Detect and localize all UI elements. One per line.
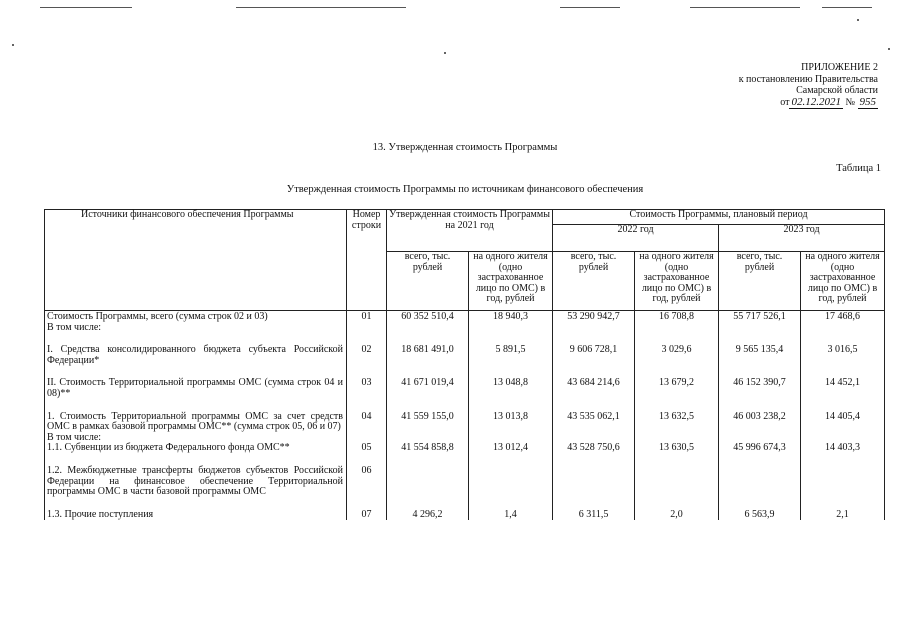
scan-edge-line <box>236 7 406 8</box>
spacer-row <box>45 498 885 510</box>
scan-speck <box>857 19 859 21</box>
row-number: 03 <box>347 378 387 399</box>
row-name: I. Средства консолидированного бюджета субъекта Российской Федерации* <box>45 345 347 366</box>
appendix-line: к постановлению Правительства <box>738 73 878 85</box>
header-year-2023: 2023 год <box>719 225 885 252</box>
value-total-2022 <box>553 466 635 498</box>
row-note: В том числе: <box>47 431 102 443</box>
appendix-title: ПРИЛОЖЕНИЕ 2 <box>801 62 878 73</box>
value-per-resident-2023: 2,1 <box>801 510 885 521</box>
value-per-resident-2021: 1,4 <box>469 510 553 521</box>
cost-table <box>44 209 885 520</box>
handwritten-number: 955 <box>859 95 876 108</box>
table-row <box>45 311 885 334</box>
row-name: 1.1. Субвенции из бюджета Федерального фонда ОМС** <box>45 443 347 454</box>
header-row-number: Номер строки <box>347 210 387 311</box>
row-name: 1.3. Прочие поступления <box>45 510 347 521</box>
value-total-2021: 60 352 510,4 <box>387 311 469 334</box>
spacer-row <box>45 400 885 412</box>
handwritten-date: 02.12.2021 <box>791 95 841 108</box>
header-approved-2021: Утвержденная стоимость Программы на 2021 год <box>387 210 553 252</box>
table-row <box>45 443 885 454</box>
value-per-resident-2023 <box>801 466 885 498</box>
value-per-resident-2022: 13 632,5 <box>635 412 719 444</box>
appendix-line: Самарской области <box>796 85 878 96</box>
scan-speck <box>12 44 14 46</box>
value-total-2021: 18 681 491,0 <box>387 345 469 366</box>
value-per-resident-2023: 14 405,4 <box>801 412 885 444</box>
value-total-2023 <box>719 466 801 498</box>
value-total-2021: 41 554 858,8 <box>387 443 469 454</box>
row-number: 02 <box>347 345 387 366</box>
value-total-2022: 43 684 214,6 <box>553 378 635 399</box>
table-number: Таблица 1 <box>836 163 881 174</box>
number-prefix: № <box>845 96 855 108</box>
value-total-2023: 45 996 674,3 <box>719 443 801 454</box>
value-per-resident-2022: 16 708,8 <box>635 311 719 334</box>
value-total-2021: 41 559 155,0 <box>387 412 469 444</box>
header-per-resident-2022: на одного жителя (одно застрахованное лицо по ОМС) в год, рублей <box>635 252 719 311</box>
value-per-resident-2021: 5 891,5 <box>469 345 553 366</box>
row-name: II. Стоимость Территориальной программы ОМС (сумма строк 04 и 08)** <box>45 378 347 399</box>
value-per-resident-2021: 13 048,8 <box>469 378 553 399</box>
value-total-2022: 9 606 728,1 <box>553 345 635 366</box>
table-row <box>45 345 885 366</box>
table-row <box>45 466 885 498</box>
value-total-2021: 4 296,2 <box>387 510 469 521</box>
value-total-2022: 43 535 062,1 <box>553 412 635 444</box>
value-total-2021 <box>387 466 469 498</box>
value-per-resident-2023: 14 403,3 <box>801 443 885 454</box>
header-planned-period: Стоимость Программы, плановый период <box>553 210 885 225</box>
value-total-2023: 55 717 526,1 <box>719 311 801 334</box>
value-total-2021: 41 671 019,4 <box>387 378 469 399</box>
row-name: Стоимость Программы, всего (сумма строк 02 и 03) <box>47 311 268 322</box>
row-note: В том числе: <box>47 321 102 333</box>
value-total-2023: 9 565 135,4 <box>719 345 801 366</box>
value-total-2022: 43 528 750,6 <box>553 443 635 454</box>
header-per-resident-2023: на одного жителя (одно застрахованное лицо по ОМС) в год, рублей <box>801 252 885 311</box>
table-row <box>45 510 885 521</box>
header-per-resident-2021: на одного жителя (одно застрахованное лицо по ОМС) в год, рублей <box>469 252 553 311</box>
scan-edge-line <box>822 7 872 8</box>
scan-speck <box>444 52 446 54</box>
scan-speck <box>888 48 890 50</box>
value-total-2023: 6 563,9 <box>719 510 801 521</box>
value-total-2022: 6 311,5 <box>553 510 635 521</box>
header-total-2021: всего, тыс. рублей <box>387 252 469 311</box>
value-total-2023: 46 152 390,7 <box>719 378 801 399</box>
table-row <box>45 412 885 444</box>
row-number: 04 <box>347 412 387 444</box>
row-number: 06 <box>347 466 387 498</box>
header-sources: Источники финансового обеспечения Программы <box>45 210 347 311</box>
header-total-2023: всего, тыс. рублей <box>719 252 801 311</box>
value-per-resident-2021: 13 012,4 <box>469 443 553 454</box>
value-per-resident-2022: 13 679,2 <box>635 378 719 399</box>
section-heading: 13. Утвержденная стоимость Программы <box>372 142 558 153</box>
table-row <box>45 378 885 399</box>
header-total-2022: всего, тыс. рублей <box>553 252 635 311</box>
row-number: 07 <box>347 510 387 521</box>
date-prefix: от <box>780 96 790 108</box>
value-per-resident-2021 <box>469 466 553 498</box>
row-number: 05 <box>347 443 387 454</box>
value-per-resident-2022: 3 029,6 <box>635 345 719 366</box>
value-per-resident-2021: 13 013,8 <box>469 412 553 444</box>
value-per-resident-2023: 17 468,6 <box>801 311 885 334</box>
value-per-resident-2022: 13 630,5 <box>635 443 719 454</box>
appendix-date-line <box>700 97 878 109</box>
table-caption: Утвержденная стоимость Программы по источникам финансового обеспечения <box>286 184 644 195</box>
value-per-resident-2021: 18 940,3 <box>469 311 553 334</box>
value-total-2022: 53 290 942,7 <box>553 311 635 334</box>
value-per-resident-2023: 14 452,1 <box>801 378 885 399</box>
value-per-resident-2022: 2,0 <box>635 510 719 521</box>
row-name: 1. Стоимость Территориальной программы ОМС за счет средств ОМС в рамках базовой программы ОМС** (сумма строк 05, 06 и 07) <box>47 410 343 433</box>
header-year-2022: 2022 год <box>553 225 719 252</box>
appendix-block <box>700 62 878 108</box>
value-per-resident-2023: 3 016,5 <box>801 345 885 366</box>
scan-edge-line <box>690 7 800 8</box>
scan-edge-line <box>560 7 620 8</box>
scan-edge-line <box>40 7 132 8</box>
value-per-resident-2022 <box>635 466 719 498</box>
value-total-2023: 46 003 238,2 <box>719 412 801 444</box>
row-number: 01 <box>347 311 387 334</box>
row-name: 1.2. Межбюджетные трансферты бюджетов субъектов Российской Федерации на финансовое обеспечение Территориальной программы ОМС в части базовой программы ОМС <box>45 466 347 498</box>
